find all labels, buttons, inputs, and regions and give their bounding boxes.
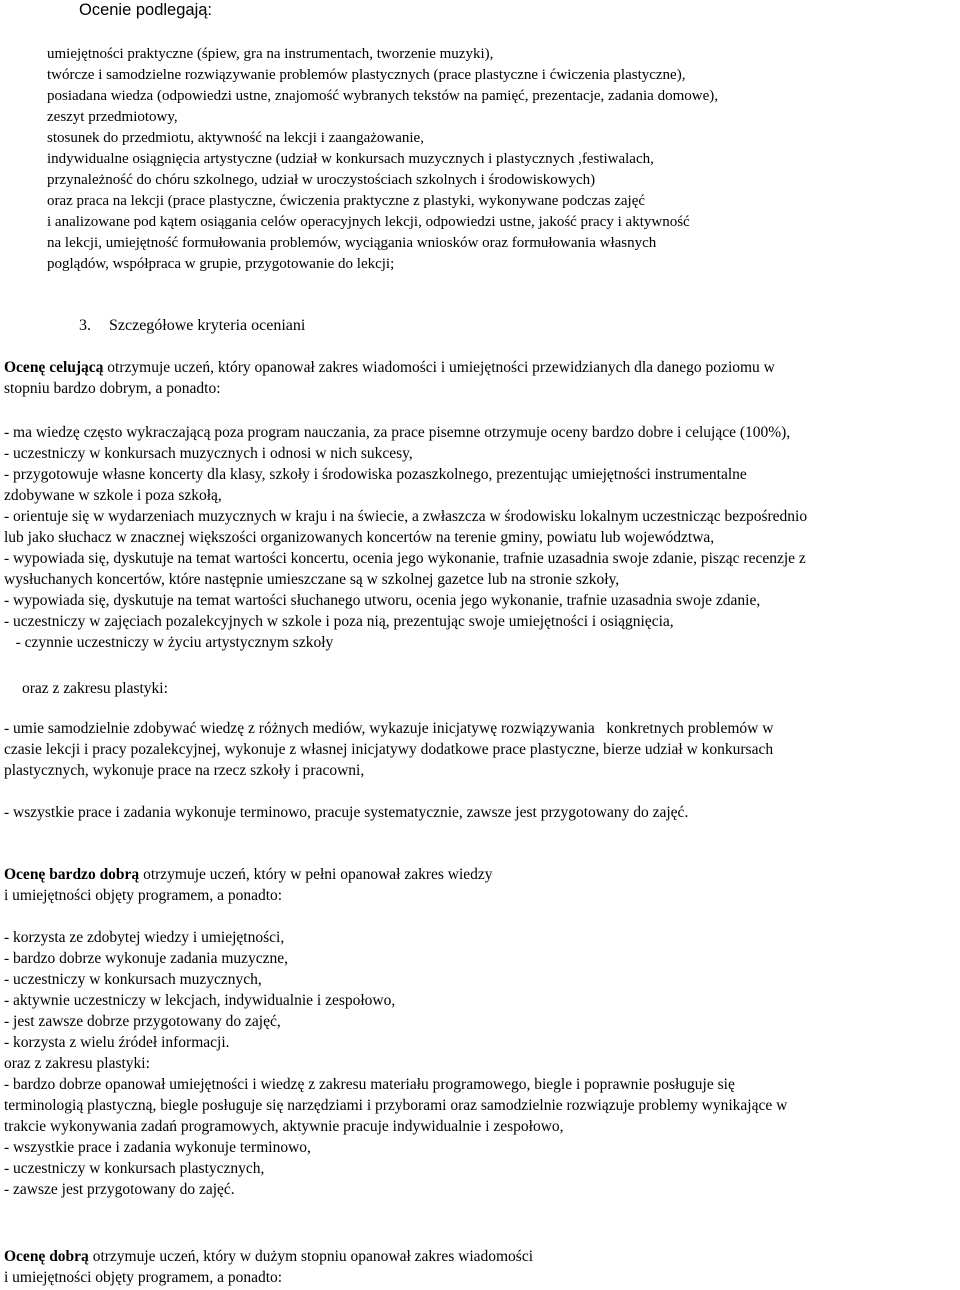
list-item: - wszystkie prace i zadania wykonuje terminowo, pracuje systematycznie, zawsze jest przygotowany do zajęć. [4,804,689,821]
grade-intro-text: otrzymuje uczeń, który w dużym stopniu opanował zakres wiadomości [88,1248,534,1265]
grade-intro-text: i umiejętności objęty programem, a ponadto: [4,1269,283,1286]
list-item: - wypowiada się, dyskutuje na temat wartości słuchanego utworu, ocenia jego wykonanie, trafnie uzasadnia swoje zdanie, [4,592,761,609]
grade-intro-text: otrzymuje uczeń, który w pełni opanował zakres wiedzy [139,866,493,883]
assessment-list [47,44,718,275]
grade-intro-text: otrzymuje uczeń, który opanował zakres wiadomości i umiejętności przewidzianych dla danego poziomu w [103,359,775,376]
list-item: posiadana wiedza (odpowiedzi ustne, znajomość wybranych tekstów na pamięć, prezentacje, zadania domowe), [47,88,718,104]
list-item: - umie samodzielnie zdobywać wiedzę z różnych mediów, wykazuje inicjatywę rozwiązywania konkretnych problemów w [4,720,774,737]
section-title [79,315,305,336]
list-item: - przygotowuje własne koncerty dla klasy, szkoły i środowiska pozaszkolnego, prezentując umiejętności instrumentalne [4,466,747,483]
list-item: oraz praca na lekcji (prace plastyczne, ćwiczenia praktyczne z plastyki, wykonywane podczas zajęć [47,193,646,209]
plastyka-last-item [4,802,688,823]
list-item: - uczestniczy w konkursach plastycznych, [4,1160,265,1177]
list-item: zeszyt przedmiotowy, [47,109,178,125]
list-item: - orientuje się w wydarzeniach muzycznych w kraju i na świecie, a zwłaszcza w środowisku lokalnym uczestnicząc bezpośrednio [4,508,808,525]
list-item: poglądów, współpraca w grupie, przygotowanie do lekcji; [47,256,395,272]
list-item: zdobywane w szkole i poza szkołą, [4,487,222,504]
list-item: - zawsze jest przygotowany do zajęć. [4,1181,235,1198]
list-item: - bardzo dobrze wykonuje zadania muzyczne, [4,950,289,967]
grade-name: Ocenę celującą [4,359,104,376]
list-item: - uczestniczy w zajęciach pozalekcyjnych w szkole i poza nią, prezentując swoje umiejętności i osiągnięcia, [4,613,674,630]
list-item: lub jako słuchacz w znacznej większości organizowanych koncertów na terenie gminy, powiatu lub województwa, [4,529,715,546]
list-item: - wypowiada się, dyskutuje na temat wartości koncertu, ocenia jego wykonanie, trafnie uzasadnia swoje zdanie, pisząc recenzje z [4,550,806,567]
section-title-text: Szczegółowe kryteria oceniani [109,317,306,334]
grade-intro-text: stopniu bardzo dobrym, a ponadto: [4,380,221,397]
grade-dobra [4,1246,533,1288]
list-item: stosunek do przedmiotu, aktywność na lekcji i zaangażowanie, [47,130,424,146]
list-item: twórcze i samodzielne rozwiązywanie problemów plastycznych (prace plastyczne i ćwiczenia plastyczne), [47,67,686,83]
list-item: wysłuchanych koncertów, które następnie umieszczane są w szkolnej gazetce lub na stronie szkoły, [4,571,620,588]
list-item: - czynnie uczestniczy w życiu artystycznym szkoły [4,634,334,651]
list-item: - ma wiedzę często wykraczającą poza program nauczania, za prace pisemne otrzymuje oceny bardzo dobre i celujące (100%), [4,424,791,441]
list-item: oraz z zakresu plastyki: [4,1055,150,1072]
list-item: - bardzo dobrze opanował umiejętności i wiedzę z zakresu materiału programowego, biegle i poprawnie posługuje się [4,1076,735,1093]
list-item: terminologią plastyczną, biegle posługuje się narzędziami i przyborami oraz samodzielnie rozwiązuje problemy wynikające w [4,1097,788,1114]
list-item: - jest zawsze dobrze przygotowany do zajęć, [4,1013,281,1030]
section-heading: Ocenie podlegają: [79,1,213,19]
list-item: - uczestniczy w konkursach muzycznych, [4,971,262,988]
list-item: na lekcji, umiejętność formułowania problemów, wyciągania wniosków oraz formułowania własnych [47,235,657,251]
list-item: przynależność do chóru szkolnego, udział w uroczystościach szkolnych i środowiskowych) [47,172,596,188]
list-item: - korzysta ze zdobytej wiedzy i umiejętności, [4,929,285,946]
list-item: umiejętności praktyczne (śpiew, gra na instrumentach, tworzenie muzyki), [47,46,494,62]
grade-name: Ocenę dobrą [4,1248,89,1265]
grade-celujaca-intro [4,357,775,399]
list-item: indywidualne osiągnięcia artystyczne (udział w konkursach muzycznych i plastycznych ,festiwalach, [47,151,654,167]
list-item: i analizowane pod kątem osiągania celów operacyjnych lekcji, odpowiedzi ustne, jakość pracy i aktywność [47,214,690,230]
list-item: - wszystkie prace i zadania wykonuje terminowo, [4,1139,311,1156]
section-number: 3. [79,317,91,334]
grade-bardzo-dobra [4,864,787,1200]
grade-celujaca-list [4,422,807,653]
plastyka-label: oraz z zakresu plastyki: [22,680,168,697]
grade-name: Ocenę bardzo dobrą [4,866,140,883]
plastyka-list [4,718,773,781]
grade-intro-text: i umiejętności objęty programem, a ponadto: [4,887,283,904]
list-item: plastycznych, wykonuje prace na rzecz szkoły i pracowni, [4,762,365,779]
list-item: - korzysta z wielu źródeł informacji. [4,1034,230,1051]
list-item: czasie lekcji i pracy pozalekcyjnej, wykonuje z własnej inicjatywy dodatkowe prace plastyczne, bierze udział w konkursach [4,741,774,758]
list-item: - aktywnie uczestniczy w lekcjach, indywidualnie i zespołowo, [4,992,396,1009]
list-item: - uczestniczy w konkursach muzycznych i odnosi w nich sukcesy, [4,445,413,462]
list-item: trakcie wykonywania zadań programowych, aktywnie pracuje indywidualnie i zespołowo, [4,1118,564,1135]
